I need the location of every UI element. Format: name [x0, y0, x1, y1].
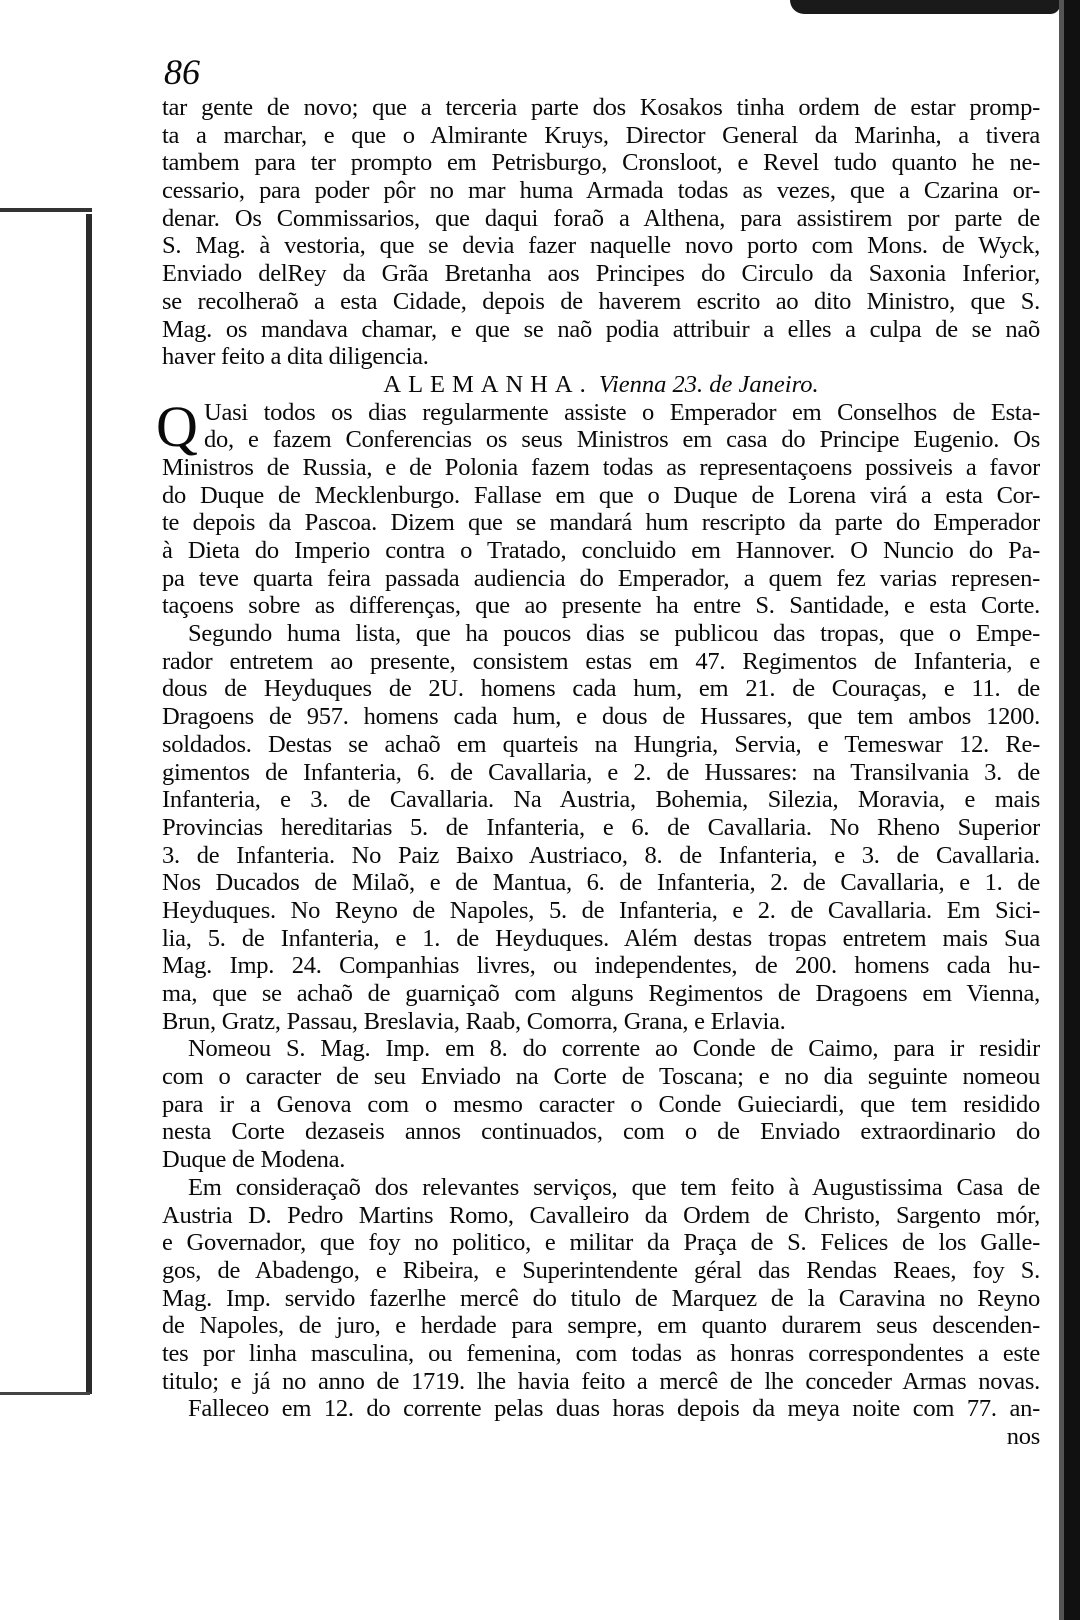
text-line: Nos Ducados de Milaõ, e de Mantua, 6. de Infanteria, 2. de Cavallaria, e 1. de	[162, 869, 1040, 897]
text-line: tambem para ter prompto em Petrisburgo, Cronsloot, e Revel tudo quanto he ne-	[162, 149, 1040, 177]
fold-mark	[0, 1392, 90, 1395]
text-line: do Duque de Mecklenburgo. Fallase em que o Duque de Lorena virá a esta Cor-	[162, 481, 1040, 509]
page-text	[156, 52, 1040, 1451]
text-line: Heyduques. No Reyno de Napoles, 5. de Infanteria, e 2. de Cavallaria. Em Sici-	[162, 896, 1040, 924]
text-line: Dragoens de 957. homens cada hum, e dous de Hussares, que tem ambos 1200.	[162, 703, 1040, 731]
text-line: Nomeou S. Mag. Imp. em 8. do corrente ao Conde de Caimo, para ir residir	[188, 1035, 1040, 1063]
text-line: com o caracter de seu Enviado na Corte de Toscana; e no dia seguinte nomeou	[162, 1063, 1040, 1091]
text-line: soldados. Destas se achaõ em quarteis na Hungria, Servia, e Temeswar 12. Re-	[162, 730, 1040, 758]
text-line: à Dieta do Imperio contra o Tratado, concluido em Hannover. O Nuncio do Pa-	[162, 537, 1040, 564]
text-line: gos, de Abadengo, e Ribeira, e Superintendente géral das Rendas Reaes, foy S.	[162, 1256, 1040, 1284]
text-line: Falleceo em 12. do corrente pelas duas horas depois da meya noite com 77. an-	[188, 1395, 1040, 1423]
catchword-line	[162, 1423, 1040, 1451]
intro-paragraph	[162, 94, 1040, 371]
text-line: te depois da Pascoa. Dizem que se mandará hum rescripto da parte do Emperador	[162, 509, 1040, 537]
text-line: S. Mag. à vestoria, que se devia fazer naquelle novo porto com Mons. de Wyck,	[162, 232, 1040, 260]
paragraph-3	[162, 1035, 1040, 1173]
text-line: 3. de Infanteria. No Paiz Baixo Austriaco, 8. de Infanteria, e 3. de Cavallaria.	[162, 841, 1040, 869]
text-line: do, e fazem Conferencias os seus Ministros em casa do Principe Eugenio. Os	[204, 426, 1040, 454]
paragraph-2	[162, 620, 1040, 1035]
text-line: Mag. Imp. 24. Companhias livres, ou independentes, de 200. homens cada hu-	[162, 952, 1040, 980]
text-line: Brun, Gratz, Passau, Breslavia, Raab, Comorra, Grana, e Erlavia.	[162, 1007, 786, 1035]
text-line: tar gente de novo; que a terceria parte dos Kosakos tinha ordem de estar promp-	[162, 94, 1040, 121]
scan-edge	[1064, 0, 1080, 1620]
text-line: rador entretem ao presente, consistem estas em 47. Regimentos de Infanteria, e	[162, 647, 1040, 675]
text-line: Duque de Modena.	[162, 1146, 346, 1174]
text-line: nesta Corte dezaseis annos continuados, com o de Enviado extraordinario do	[162, 1118, 1040, 1146]
text-line: pa teve quarta feira passada audiencia do Emperador, a quem fez varias represen-	[162, 564, 1040, 592]
text-line: ta a marchar, e que o Almirante Kruys, Director General da Marinha, a tivera	[162, 121, 1040, 149]
text-line: taçoens sobre as differenças, que ao presente ha entre S. Santidade, e esta Corte.	[162, 592, 1040, 620]
paragraph-5	[162, 1395, 1040, 1423]
text-line: Infanteria, e 3. de Cavallaria. Na Austria, Bohemia, Silezia, Moravia, e mais	[162, 786, 1040, 814]
drop-cap: Q	[156, 393, 198, 459]
page-number: 86	[164, 52, 200, 92]
scan-shadow	[790, 0, 1060, 14]
text-line: cessario, para poder pôr no mar huma Armada todas as vezes, que a Czarina or-	[162, 177, 1040, 205]
text-line: se recolheraõ a esta Cidade, depois de haverem escrito ao dito Ministro, que S.	[162, 287, 1040, 315]
section-heading	[162, 371, 1040, 399]
text-line: Mag. os mandava chamar, e que se naõ podia attribuir a elles a culpa de se naõ	[162, 315, 1040, 343]
text-line: tes por linha masculina, ou femenina, com todas as honras correspondentes a este	[162, 1339, 1040, 1367]
text-line: denar. Os Commissarios, que daqui foraõ a Althena, para assistirem por parte de	[162, 204, 1040, 232]
text-line: gimentos de Infanteria, 6. de Cavallaria, e 2. de Hussares: na Transilvania 3. de	[162, 758, 1040, 786]
text-line: Segundo huma lista, que ha poucos dias se publicou das tropas, que o Empe-	[188, 620, 1040, 648]
text-line: titulo; e já no anno de 1719. lhe havia feito a mercê de lhe conceder Armas novas.	[162, 1367, 1040, 1395]
fold-mark	[0, 208, 92, 212]
text-line: para ir a Genova com o mesmo caracter o Conde Guieciardi, que tem residido	[162, 1090, 1040, 1118]
text-line: Uasi todos os dias regularmente assiste o Emperador em Conselhos de Esta-	[204, 398, 1040, 426]
text-line: Austria D. Pedro Martins Romo, Cavalleiro da Ordem de Christo, Sargento mór,	[162, 1201, 1040, 1229]
heading-place-date: Vienna 23. de Janeiro.	[598, 370, 819, 398]
catchword: nos	[1006, 1423, 1040, 1450]
text-line: dous de Heyduques de 2U. homens cada hum, em 21. de Couraças, e 11. de	[162, 675, 1040, 703]
text-line: Enviado delRey da Grãa Bretanha aos Principes do Circulo da Saxonia Inferior,	[162, 260, 1040, 288]
paragraph-1	[156, 393, 1040, 621]
paragraph-4	[162, 1174, 1040, 1396]
text-line: Mag. Imp. servido fazerlhe mercê do titulo de Marquez de la Caravina no Reyno	[162, 1284, 1040, 1312]
text-line: de Napoles, de juro, e herdade para sempre, em quanto durarem seus descenden-	[162, 1312, 1040, 1340]
text-line: Em consideraçaõ dos relevantes serviços, que tem feito à Augustissima Casa de	[188, 1173, 1040, 1201]
binding-line	[86, 214, 92, 1394]
text-line: lia, 5. de Infanteria, e 1. de Heyduques. Além destas tropas entretem mais Sua	[162, 924, 1040, 952]
text-line: haver feito a dita diligencia.	[162, 343, 429, 371]
text-line: e Governador, que foy no politico, e militar da Praça de S. Felices de los Galle-	[162, 1229, 1040, 1257]
heading-country: ALEMANHA.	[383, 370, 593, 398]
text-line: ma, que se achaõ de guarniçaõ com alguns Regimentos de Dragoens em Vienna,	[162, 980, 1040, 1007]
text-line: Provincias hereditarias 5. de Infanteria, e 6. de Cavallaria. No Rheno Superior	[162, 813, 1040, 841]
text-line: Ministros de Russia, e de Polonia fazem todas as representaçoens possiveis a favor	[162, 453, 1040, 481]
